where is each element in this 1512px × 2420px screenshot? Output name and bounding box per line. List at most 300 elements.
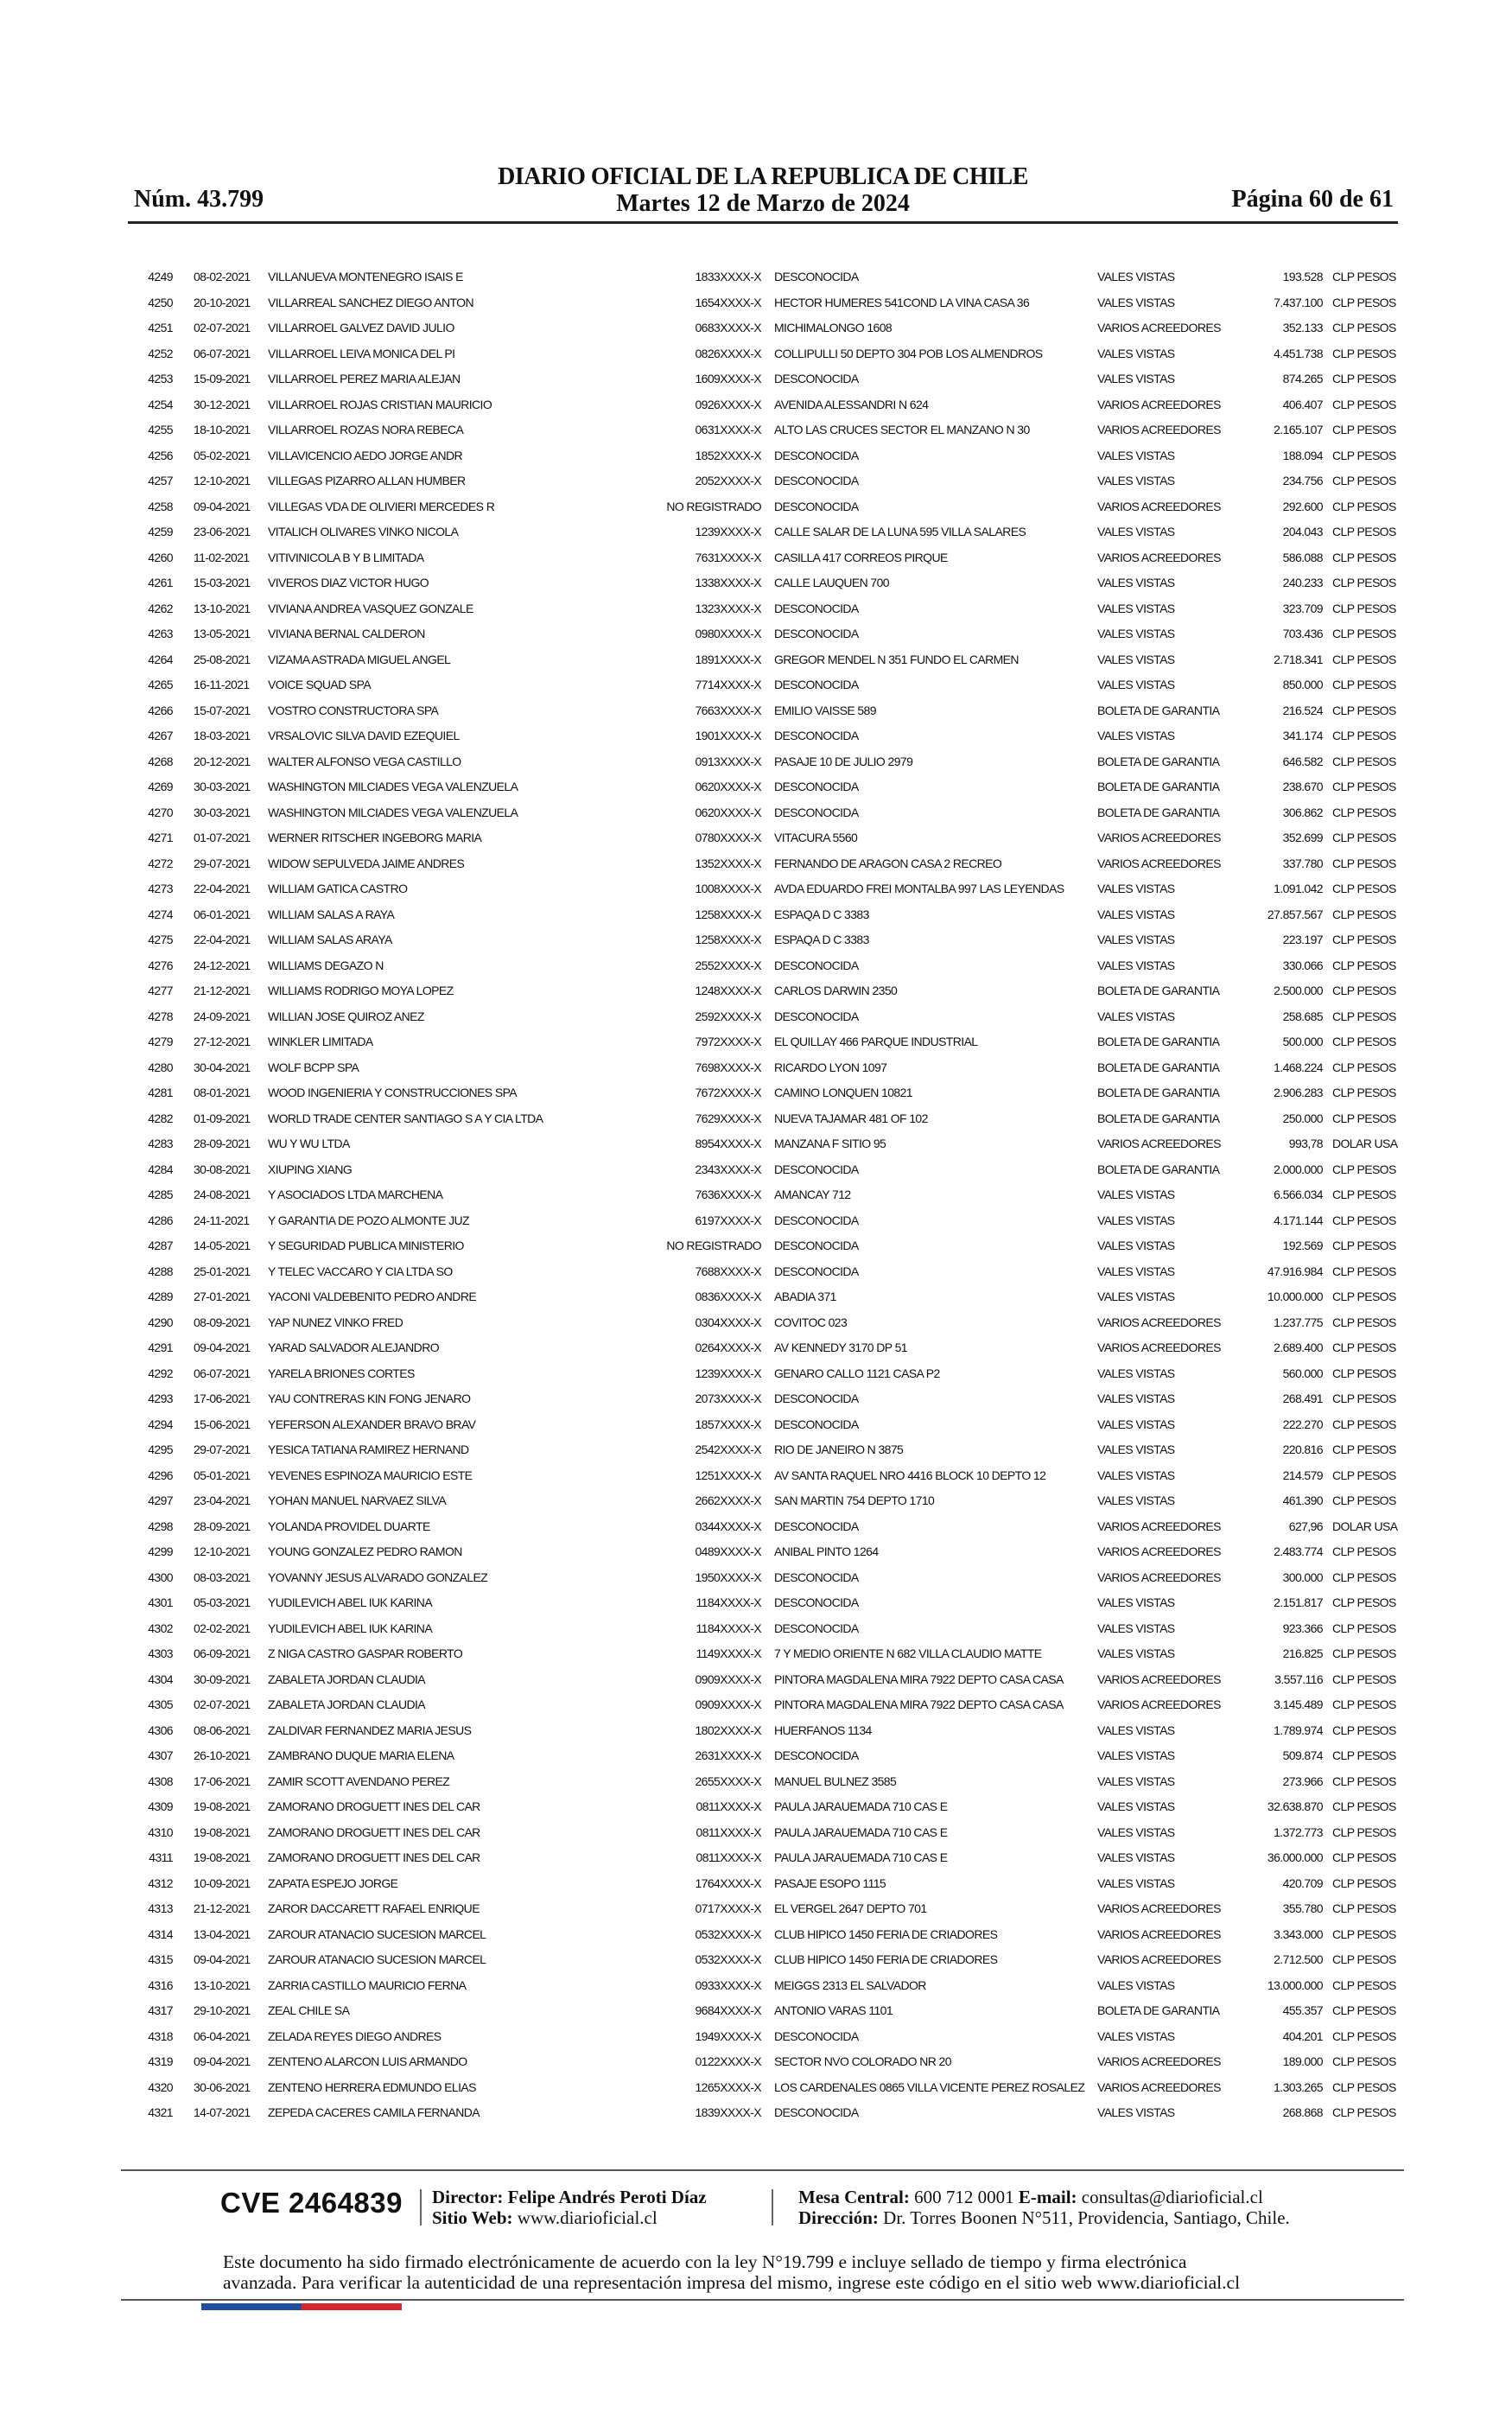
row-rut: 1149XXXX-X [696,1646,761,1660]
table-row [130,1463,1408,1489]
row-currency: CLP PESOS [1332,1646,1396,1660]
row-date: 24-09-2021 [194,1009,251,1023]
row-rut: 1609XXXX-X [695,372,761,385]
row-number: 4272 [148,856,173,870]
row-type: VALES VISTAS [1097,907,1175,921]
address-label: Dirección: [798,2207,879,2228]
row-amount: 355.780 [1282,1901,1323,1915]
row-type: VALES VISTAS [1097,1850,1175,1864]
row-type: VALES VISTAS [1097,2028,1175,2043]
row-currency: CLP PESOS [1332,1086,1396,1099]
row-rut: 0811XXXX-X [696,1799,761,1813]
row-type: VARIOS ACREEDORES [1097,1952,1221,1966]
row-rut: 9684XXXX-X [695,2003,761,2017]
row-currency: CLP PESOS [1332,1060,1396,1074]
row-number: 4297 [148,1493,173,1507]
issue-number: Núm. 43.799 [134,186,264,213]
row-currency: CLP PESOS [1332,1876,1396,1890]
row-address: AV SANTA RAQUEL NRO 4416 BLOCK 10 DEPTO 12 [774,1468,1046,1482]
row-name: Z NIGA CASTRO GASPAR ROBERTO [268,1646,463,1660]
row-address: CARLOS DARWIN 2350 [774,984,898,997]
row-name: VILLARROEL LEIVA MONICA DEL PI [268,346,455,360]
row-date: 08-01-2021 [194,1086,251,1099]
row-name: YAP NUNEZ VINKO FRED [268,1315,403,1329]
row-currency: CLP PESOS [1332,525,1396,538]
table-row [130,1310,1408,1336]
row-number: 4294 [148,1417,173,1431]
row-number: 4271 [148,831,173,844]
row-number: 4279 [148,1035,173,1048]
row-type: VARIOS ACREEDORES [1097,1672,1221,1686]
row-address: MANZANA F SITIO 95 [774,1137,886,1150]
row-type: VALES VISTAS [1097,576,1175,589]
row-date: 06-01-2021 [194,907,251,921]
row-address: COLLIPULLI 50 DEPTO 304 POB LOS ALMENDROS [774,346,1043,360]
row-number: 4308 [148,1774,173,1788]
row-currency: CLP PESOS [1332,576,1396,589]
row-amount: 292.600 [1282,499,1323,513]
row-amount: 341.174 [1282,729,1323,742]
row-rut: 0811XXXX-X [696,1825,761,1839]
row-address: AMANCAY 712 [774,1188,851,1201]
row-address: DESCONOCIDA [774,1417,859,1431]
row-currency: CLP PESOS [1332,1468,1396,1482]
row-date: 27-12-2021 [194,1035,251,1048]
row-type: BOLETA DE GARANTIA [1097,1111,1220,1125]
row-currency: CLP PESOS [1332,1977,1396,1992]
row-type: VALES VISTAS [1097,1290,1175,1303]
row-type: VARIOS ACREEDORES [1097,1570,1221,1584]
row-address: HECTOR HUMERES 541COND LA VINA CASA 36 [774,295,1030,309]
row-number: 4298 [148,1519,173,1533]
row-rut: 1352XXXX-X [695,856,761,870]
row-date: 24-12-2021 [194,958,251,972]
row-address: DESCONOCIDA [774,2028,859,2043]
row-currency: CLP PESOS [1332,397,1396,411]
row-amount: 2.000.000 [1274,1162,1323,1176]
row-address: EL QUILLAY 466 PARQUE INDUSTRIAL [774,1035,978,1048]
row-type: VALES VISTAS [1097,372,1175,385]
row-rut: 1839XXXX-X [695,2105,761,2119]
row-address: ESPAQA D C 3383 [774,933,869,946]
row-rut: 1857XXXX-X [695,1417,761,1431]
row-date: 27-01-2021 [194,1290,251,1303]
row-amount: 2.906.283 [1274,1086,1323,1099]
table-row [130,1412,1408,1438]
row-name: ZAPATA ESPEJO JORGE [268,1876,398,1890]
row-number: 4320 [148,2079,173,2094]
row-amount: 500.000 [1282,1035,1323,1048]
row-date: 13-05-2021 [194,627,251,640]
row-number: 4251 [148,321,173,334]
row-amount: 560.000 [1282,1366,1323,1380]
row-amount: 2.483.774 [1274,1544,1323,1558]
row-address: DESCONOCIDA [774,627,859,640]
row-currency: CLP PESOS [1332,2028,1396,2043]
row-address: GENARO CALLO 1121 CASA P2 [774,1366,940,1380]
row-date: 30-06-2021 [194,2079,251,2094]
table-row [130,825,1408,851]
row-address: CALLE LAUQUEN 700 [774,576,889,589]
row-address: NUEVA TAJAMAR 481 OF 102 [774,1111,928,1125]
row-address: EL VERGEL 2647 DEPTO 701 [774,1901,927,1915]
row-date: 21-12-2021 [194,1901,251,1915]
row-rut: 1265XXXX-X [695,2079,761,2094]
table-row [130,1820,1408,1846]
row-rut: 0683XXXX-X [695,321,761,334]
row-date: 14-07-2021 [194,2105,251,2119]
row-amount: 238.670 [1282,780,1323,793]
row-address: PAULA JARAUEMADA 710 CAS E [774,1799,948,1813]
row-amount: 192.569 [1282,1239,1323,1252]
row-address: CAMINO LONQUEN 10821 [774,1086,912,1099]
row-type: BOLETA DE GARANTIA [1097,805,1220,819]
row-date: 25-08-2021 [194,652,251,666]
row-number: 4306 [148,1723,173,1737]
row-name: VILLARREAL SANCHEZ DIEGO ANTON [268,295,473,309]
row-type: VALES VISTAS [1097,1264,1175,1278]
row-type: VARIOS ACREEDORES [1097,1519,1221,1533]
row-type: VALES VISTAS [1097,1723,1175,1737]
row-rut: 2073XXXX-X [695,1392,761,1405]
row-address: LOS CARDENALES 0865 VILLA VICENTE PEREZ ROSALEZ [774,2079,1085,2094]
row-name: VIZAMA ASTRADA MIGUEL ANGEL [268,652,451,666]
row-number: 4304 [148,1672,173,1686]
row-currency: CLP PESOS [1332,346,1396,360]
table-row [130,1565,1408,1591]
row-currency: CLP PESOS [1332,1901,1396,1915]
row-address: ESPAQA D C 3383 [774,907,869,921]
row-number: 4311 [149,1850,173,1864]
row-rut: 1338XXXX-X [695,576,761,589]
row-rut: 7698XXXX-X [695,1060,761,1074]
row-type: VARIOS ACREEDORES [1097,321,1221,334]
row-name: ZAMORANO DROGUETT INES DEL CAR [268,1850,480,1864]
row-date: 18-03-2021 [194,729,251,742]
row-amount: 406.407 [1282,397,1323,411]
row-currency: CLP PESOS [1332,831,1396,844]
table-row [130,647,1408,673]
email-link[interactable]: consultas@diarioficial.cl [1081,2187,1263,2207]
row-rut: NO REGISTRADO [666,499,761,513]
row-amount: 1.372.773 [1274,1825,1323,1839]
row-date: 02-07-2021 [194,321,251,334]
row-currency: CLP PESOS [1332,1825,1396,1839]
table-row [130,570,1408,596]
row-amount: 1.789.974 [1274,1723,1323,1737]
row-name: WASHINGTON MILCIADES VEGA VALENZUELA [268,780,518,793]
row-amount: 323.709 [1282,601,1323,615]
row-date: 09-04-2021 [194,2054,251,2068]
row-currency: CLP PESOS [1332,856,1396,870]
row-name: Y ASOCIADOS LTDA MARCHENA [268,1188,443,1201]
row-address: CLUB HIPICO 1450 FERIA DE CRIADORES [774,1952,998,1966]
row-currency: CLP PESOS [1332,678,1396,691]
row-name: VILLANUEVA MONTENEGRO ISAIS E [268,270,463,283]
table-row [130,723,1408,749]
row-address: PASAJE ESOPO 1115 [774,1876,886,1890]
row-rut: 0811XXXX-X [696,1850,761,1864]
row-name: WASHINGTON MILCIADES VEGA VALENZUELA [268,805,518,819]
row-amount: 455.357 [1282,2003,1323,2017]
table-row [130,1718,1408,1744]
row-currency: CLP PESOS [1332,1290,1396,1303]
row-address: DESCONOCIDA [774,1392,859,1405]
row-currency: CLP PESOS [1332,754,1396,768]
row-type: VALES VISTAS [1097,270,1175,283]
row-date: 11-02-2021 [194,550,250,564]
row-currency: CLP PESOS [1332,270,1396,283]
row-type: VALES VISTAS [1097,1392,1175,1405]
row-date: 12-10-2021 [194,1544,251,1558]
row-type: VARIOS ACREEDORES [1097,1901,1221,1915]
row-date: 15-03-2021 [194,576,251,589]
row-amount: 404.201 [1282,2028,1323,2043]
row-type: BOLETA DE GARANTIA [1097,1035,1220,1048]
table-row [130,698,1408,724]
table-row [130,1182,1408,1208]
table-row [130,1259,1408,1285]
row-address: DESCONOCIDA [774,448,859,462]
row-currency: CLP PESOS [1332,1239,1396,1252]
row-address: DESCONOCIDA [774,499,859,513]
row-date: 14-05-2021 [194,1239,251,1252]
row-date: 05-01-2021 [194,1468,251,1482]
website-link[interactable]: www.diarioficial.cl [517,2207,658,2228]
table-row [130,953,1408,979]
row-address: RIO DE JANEIRO N 3875 [774,1442,904,1456]
row-type: VARIOS ACREEDORES [1097,423,1221,436]
row-name: YESICA TATIANA RAMIREZ HERNAND [268,1442,469,1456]
row-rut: 1248XXXX-X [695,984,761,997]
table-row [130,2075,1408,2101]
row-name: ZABALETA JORDAN CLAUDIA [268,1697,425,1711]
row-currency: CLP PESOS [1332,1162,1396,1176]
row-address: PINTORA MAGDALENA MIRA 7922 DEPTO CASA CASA [774,1672,1064,1686]
row-date: 01-09-2021 [194,1111,251,1125]
row-rut: 0826XXXX-X [695,346,761,360]
header-title-block [128,164,1398,218]
row-number: 4269 [148,780,173,793]
row-address: 7 Y MEDIO ORIENTE N 682 VILLA CLAUDIO MATTE [774,1646,1042,1660]
table-row [130,1845,1408,1871]
row-type: VALES VISTAS [1097,448,1175,462]
row-number: 4257 [148,474,173,487]
table-row [130,392,1408,418]
row-date: 01-07-2021 [194,831,251,844]
row-name: ZENTENO ALARCON LUIS ARMANDO [268,2054,467,2068]
row-type: VARIOS ACREEDORES [1097,2079,1221,2094]
row-rut: 1008XXXX-X [695,882,761,895]
row-rut: 0631XXXX-X [695,423,761,436]
row-address: DESCONOCIDA [774,270,859,283]
row-rut: 2552XXXX-X [695,958,761,972]
row-currency: CLP PESOS [1332,1570,1396,1584]
row-name: ZARRIA CASTILLO MAURICIO FERNA [268,1977,467,1992]
row-rut: 1251XXXX-X [695,1468,761,1482]
row-name: ZELADA REYES DIEGO ANDRES [268,2028,442,2043]
row-date: 30-08-2021 [194,1162,251,1176]
table-row [130,1616,1408,1642]
row-address: DESCONOCIDA [774,1162,859,1176]
row-currency: CLP PESOS [1332,1341,1396,1354]
row-address: DESCONOCIDA [774,2105,859,2119]
row-date: 09-04-2021 [194,1952,251,1966]
table-row [130,1896,1408,1922]
row-type: VALES VISTAS [1097,2105,1175,2119]
row-currency: CLP PESOS [1332,1799,1396,1813]
website-line [432,2207,707,2228]
row-amount: 1.303.265 [1274,2079,1323,2094]
table-row [130,1335,1408,1361]
row-number: 4286 [148,1213,173,1227]
row-currency: CLP PESOS [1332,1621,1396,1635]
row-amount: 193.528 [1282,270,1323,283]
row-name: VIVIANA BERNAL CALDERON [268,627,425,640]
row-name: YAU CONTRERAS KIN FONG JENARO [268,1392,471,1405]
row-type: VALES VISTAS [1097,958,1175,972]
row-address: AV KENNEDY 3170 DP 51 [774,1341,907,1354]
row-type: VALES VISTAS [1097,1009,1175,1023]
row-name: ZAROUR ATANACIO SUCESION MARCEL [268,1926,486,1941]
row-number: 4281 [148,1086,173,1099]
row-currency: CLP PESOS [1332,372,1396,385]
table-row [130,672,1408,698]
row-date: 08-06-2021 [194,1723,251,1737]
row-date: 30-04-2021 [194,1060,251,1074]
row-number: 4265 [148,678,173,691]
row-currency: CLP PESOS [1332,2054,1396,2068]
email-label: E-mail: [1018,2187,1077,2207]
cve-code: CVE 2464839 [220,2187,403,2219]
row-name: VILLEGAS PIZARRO ALLAN HUMBER [268,474,466,487]
row-currency: CLP PESOS [1332,1392,1396,1405]
row-currency: CLP PESOS [1332,1595,1396,1609]
row-type: VALES VISTAS [1097,652,1175,666]
row-amount: 2.151.817 [1274,1595,1323,1609]
row-rut: 2592XXXX-X [695,1009,761,1023]
row-date: 29-10-2021 [194,2003,251,2017]
table-row [130,1743,1408,1769]
row-name: WERNER RITSCHER INGEBORG MARIA [268,831,482,844]
table-row [130,366,1408,392]
row-name: WILLIAM SALAS ARAYA [268,933,392,946]
table-row [130,621,1408,647]
row-address: AVDA EDUARDO FREI MONTALBA 997 LAS LEYENDAS [774,882,1064,895]
row-date: 06-04-2021 [194,2028,251,2043]
row-rut: 1949XXXX-X [695,2028,761,2043]
row-number: 4263 [148,627,173,640]
row-number: 4256 [148,448,173,462]
row-date: 05-03-2021 [194,1595,251,1609]
row-name: VIVIANA ANDREA VASQUEZ GONZALE [268,601,473,615]
row-currency: CLP PESOS [1332,423,1396,436]
row-amount: 993,78 [1288,1137,1323,1150]
row-rut: 0909XXXX-X [695,1697,761,1711]
row-amount: 3.145.489 [1274,1697,1323,1711]
row-date: 05-02-2021 [194,448,251,462]
row-date: 30-09-2021 [194,1672,251,1686]
row-number: 4274 [148,907,173,921]
row-currency: CLP PESOS [1332,627,1396,640]
row-type: VARIOS ACREEDORES [1097,1341,1221,1354]
row-amount: 204.043 [1282,525,1323,538]
row-rut: 1184XXXX-X [696,1621,761,1635]
row-type: VALES VISTAS [1097,346,1175,360]
table-row [130,927,1408,953]
row-number: 4270 [148,805,173,819]
row-address: ABADIA 371 [774,1290,836,1303]
table-row [130,1131,1408,1157]
row-address: SECTOR NVO COLORADO NR 20 [774,2054,951,2068]
row-number: 4312 [148,1876,173,1890]
row-rut: 0532XXXX-X [695,1952,761,1966]
table-row [130,1947,1408,1973]
page-number: Página 60 de 61 [1231,186,1394,213]
row-name: ZAMORANO DROGUETT INES DEL CAR [268,1799,480,1813]
row-rut: 0836XXXX-X [695,1290,761,1303]
row-type: VALES VISTAS [1097,1595,1175,1609]
row-date: 10-09-2021 [194,1876,251,1890]
row-amount: 2.718.341 [1274,652,1323,666]
row-rut: 0532XXXX-X [695,1926,761,1941]
table-row [130,876,1408,902]
row-type: VALES VISTAS [1097,1876,1175,1890]
table-row [130,851,1408,877]
row-amount: 4.451.738 [1274,346,1323,360]
footer-separator [420,2189,422,2226]
row-amount: 627,96 [1288,1519,1323,1533]
table-row [130,1692,1408,1718]
table-row [130,341,1408,367]
row-currency: CLP PESOS [1332,1035,1396,1048]
table-row [130,1590,1408,1616]
row-number: 4305 [148,1697,173,1711]
row-currency: CLP PESOS [1332,1009,1396,1023]
row-date: 26-10-2021 [194,1748,251,1762]
table-row [130,1004,1408,1030]
row-type: BOLETA DE GARANTIA [1097,984,1220,997]
row-number: 4303 [148,1646,173,1660]
table-row [130,1973,1408,1999]
legal-line: Este documento ha sido firmado electrónicamente de acuerdo con la ley N°19.799 e incluye sellado de tiempo y firma electrónica [223,2251,1187,2272]
header-divider [128,221,1398,224]
row-name: VRSALOVIC SILVA DAVID EZEQUIEL [268,729,460,742]
row-number: 4262 [148,601,173,615]
row-address: PAULA JARAUEMADA 710 CAS E [774,1850,948,1864]
row-rut: 0780XXXX-X [695,831,761,844]
row-amount: 10.000.000 [1267,1290,1323,1303]
row-rut: 7672XXXX-X [695,1086,761,1099]
row-rut: 7631XXXX-X [695,550,761,564]
row-date: 15-07-2021 [194,703,251,717]
row-type: VALES VISTAS [1097,627,1175,640]
row-currency: DOLAR USA [1332,1519,1398,1533]
row-address: DESCONOCIDA [774,601,859,615]
row-amount: 258.685 [1282,1009,1323,1023]
row-rut: 0122XXXX-X [695,2054,761,2068]
row-name: WILLIAM GATICA CASTRO [268,882,408,895]
table-row [130,1361,1408,1387]
table-row [130,596,1408,622]
row-date: 06-07-2021 [194,1366,251,1380]
row-rut: 2631XXXX-X [695,1748,761,1762]
table-row [130,1871,1408,1897]
row-currency: CLP PESOS [1332,2105,1396,2119]
row-name: YACONI VALDEBENITO PEDRO ANDRE [268,1290,477,1303]
row-type: VALES VISTAS [1097,1799,1175,1813]
row-name: ZEAL CHILE SA [268,2003,350,2017]
